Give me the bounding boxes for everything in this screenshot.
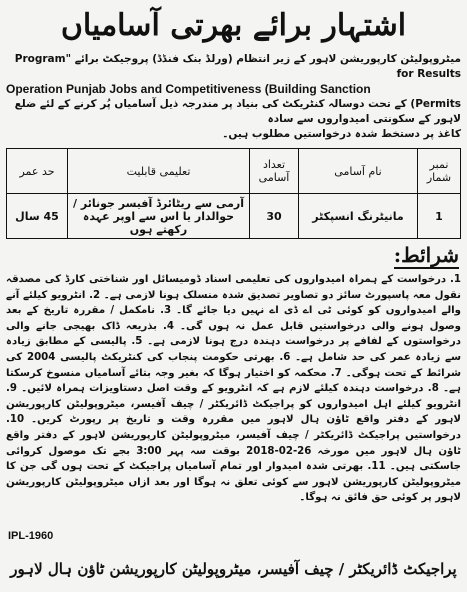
header-age: حد عمر — [7, 149, 68, 194]
conditions-text: 1. درخواست کے ہمراہ امیدواروں کی تعلیمی اسناد ڈومیسائل اور شناختی کارڈ کی مصدقہ نقول معہ پاسپورٹ سائز دو تصاویر تصدیق شدہ منسلک ہونا لازمی ہے۔ 2. انٹرویو کیلئے آنے والے امیدواروں کو کوئی ٹی اے ڈی اے نہیں دیا جائے گا۔ 3. نامکمل / مقررہ تاریخ کے بعد وصول ہونے والی درخواستیں قابل عمل نہ ہوں گی۔ 4. بذریعہ ڈاک بھیجی جانے والی درخواستوں کے لفافے پر درخواست دہندہ درج ہونا لازمی ہے۔ 5. پالیسی کے مطابق زیادہ سے زیادہ عمر کی حد شامل ہے۔ 6. بھرتی حکومت پنجاب کی کنٹریکٹ پالیسی 2004 کی شرائط کے تحت ہوگی۔ 7. محکمہ کو اختیار ہوگا کہ بغیر وجہ بتائے آسامیاں منسوخ کرسکتا ہے۔ 8. درخواست دہندہ کیلئے لازم ہے کہ انٹرویو کے وقت اصل دستاویزات ہمراہ لائیں۔ 9. انٹرویو کیلئے اہل امیدواروں کو پراجیکٹ ڈائریکٹر / چیف آفیسر، میٹروپولیٹن کارپوریشن لاہور کے دفتر واقع ٹاؤن ہال لاہور میں مقررہ وقت و تاریخ پر رپورٹ کریں۔ 10. درخواستیں پراجیکٹ ڈائریکٹر / چیف آفیسر، میٹروپولیٹن کارپوریشن لاہور کے دفتر واقع ٹاؤن ہال لاہور میں مورخہ 26-02-2018 بوقت سہ پہر 3:00 بجے تک موصول کروائی جاسکتی ہیں۔ 11. بھرتی شدہ امیدوار اور تمام آسامیاں پراجیکٹ کے تحت ہوں گی جن کا میٹروپولیٹن کارپوریشن لاہور سے کوئی تعلق نہ ہوگا اور بعد ازاں میٹروپولیٹن کارپوریشن لاہور پر کوئی حق فائق نہ ہوگا۔ — [6, 274, 462, 504]
cell-qualification: آرمی سے ریٹائرڈ آفیسر جونائر / حوالدار یا اس سے اوپر عہدہ رکھتے ہوں — [68, 194, 250, 239]
cell-count: 30 — [250, 194, 299, 239]
cell-post: مانیٹرنگ انسپکٹر — [299, 194, 418, 239]
intro-line-4: کاغذ پر دستخط شدہ درخواستیں مطلوب ہیں۔ — [222, 128, 461, 140]
header-post: نام آسامی — [299, 149, 418, 194]
intro-line-3: Permits) کے تحت دوسالہ کنٹریکٹ کی بنیاد پر مندرجہ ذیل آسامیاں پُر کرنے کے لئے ضلع لاہور کے سکونتی امیدواروں سے سادہ — [14, 98, 461, 125]
table-header-row — [7, 149, 461, 194]
header-count: تعداد آسامی — [250, 149, 299, 194]
posts-table — [6, 148, 461, 239]
ad-title: اشتہار برائے بھرتی آسامیاں — [60, 8, 407, 43]
intro-line-1: میٹروپولیٹن کارپوریشن لاہور کے زیر انتظام (ورلڈ بنک فنڈڈ) پروجیکٹ برائے "Program for Results — [14, 53, 461, 80]
intro-line-2: Operation Punjab Jobs and Competitiveness (Building Sanction — [6, 82, 371, 96]
intro-paragraph — [6, 52, 461, 142]
cell-serial: 1 — [418, 194, 461, 239]
header-serial: نمبر شمار — [418, 149, 461, 194]
conditions-heading: شرائط: — [393, 243, 459, 267]
table-row — [7, 194, 461, 239]
cell-age: 45 سال — [7, 194, 68, 239]
reference-code: IPL-1960 — [8, 530, 54, 542]
footer-signature: پراجیکٹ ڈائریکٹر / چیف آفیسر، میٹروپولیٹن کارپوریشن ٹاؤن ہال لاہور — [10, 560, 457, 578]
header-qualification: تعلیمی قابلیت — [68, 149, 250, 194]
